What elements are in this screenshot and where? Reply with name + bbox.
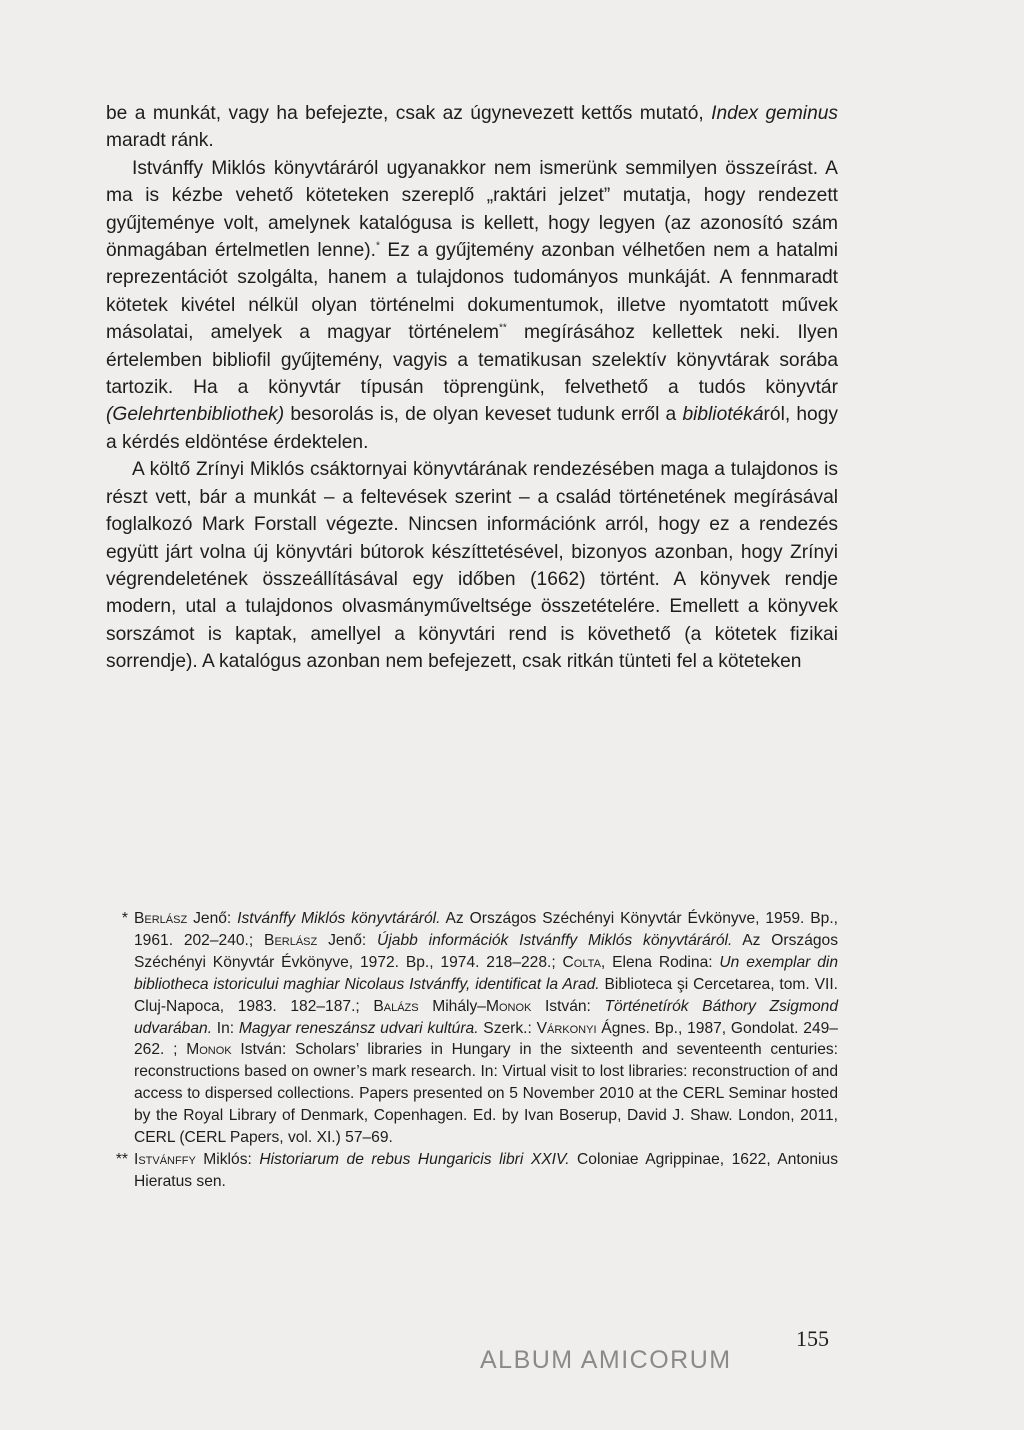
footnote-ref-1: * [376,240,380,252]
text-run: Az Országos Széchényi Könyvtár Évkönyve, 1972. Bp., 1974. 218–228.; [134,931,839,971]
italic-title: Történetírók Báthory Zsigmond udvarában. [134,997,838,1037]
text-run: megírásához kellettek neki. Ilyen értelemben bibliofil gyűjtemény, vagyis a tematikusan szelektív könyvtárak sorába tartozik. Ha a könyvtár típusán töprengünk, felvethető a tudós könyvtár [106,322,838,399]
text-run: Miklós: [195,1150,260,1168]
italic-title: Historiarum de rebus Hungaricis libri XXIV. [259,1150,570,1168]
text-run: István: [531,997,605,1015]
text-run: , Elena Rodina: [600,953,720,971]
text-run: maradt ránk. [106,130,214,152]
text-run: besorolás is, de olyan keveset tudunk erről a [284,404,683,426]
text-run: Ágnes. Bp., 1987, Gondolat. 249–262. ; [134,1019,838,1059]
text-run: ról, hogy a kérdés eldöntése érdektelen. [106,404,838,453]
italic-title: Újabb információk Istvánffy Miklós könyvtáráról. [377,931,733,949]
footnotes [106,908,838,1193]
author-surname: Monok [186,1041,232,1059]
paragraph-istvanffy [106,155,838,456]
text-run: Jenő: [187,910,238,927]
author-surname: Várkonyi [536,1019,597,1037]
italic-title: Un exemplar din bibliotheca istoricului maghiar Nicolaus Istvánffy, identificat la Arad. [134,953,839,993]
text-run: Coloniae Agrippinae, 1622, Antonius Hieratus sen. [134,1150,838,1190]
italic-term: (Gelehrtenbibliothek) [106,404,285,426]
footnote-2 [106,1149,838,1193]
italic-title: Istvánffy Miklós könyvtáráról. [237,910,441,927]
author-surname: Balázs [373,997,419,1015]
italic-title: Magyar reneszánsz udvari kultúra. [238,1019,479,1037]
author-surname: Istvánffy [134,1150,196,1168]
italic-term: bibliotéká [682,404,764,426]
footnote-ref-2: ** [499,322,507,334]
running-footer: ALBUM AMICORUM [480,1346,732,1374]
author-surname: Monok [485,997,532,1015]
author-surname: Berlász [264,931,318,949]
footnote-text [134,910,838,1146]
footnote-mark: * [121,910,128,927]
text-run: Biblioteca şi Cercetarea, tom. VII. Cluj-Napoca, 1983. 182–187.; [134,975,838,1015]
text-run: Az Országos Széchényi Könyvtár Évkönyve, 1959. Bp., 1961. 202–240.; [134,910,839,949]
paragraph-zrinyi: A költő Zrínyi Miklós csáktornyai könyvtárának rendezésében maga a tulajdonos is részt vett, bár a munkát – a feltevések szerint – a család történetének megírásával foglalkozó Mark Forstall végezte. Nincsen információnk arról, hogy ez a rendezés együtt járt volna új könyvtári bútorok készíttetésével, bizonyos azonban, hogy Zrínyi végrendeletének összeállításával egy időben (1662) történt. A könyvek rendje modern, utal a tulajdonos olvasmányműveltsége összetételére. Emellett a könyvek sorszámot is kaptak, amellyel a könyvtári rend is követhető (a kötetek fizikai sorrendje). A katalógus azonban nem befejezett, csak ritkán tünteti fel a köteteken [106,459,838,673]
author-surname: Colta [562,953,601,971]
text-run: Jenő: [317,931,378,949]
author-surname: Berlász [134,910,188,927]
footnote-1 [106,908,838,1149]
page-number: 155 [796,1326,829,1351]
paragraph-continuation [106,100,838,155]
text-run: Mihály– [418,997,486,1015]
footnote-text [134,1151,838,1190]
body-text [106,100,838,676]
footnote-mark: ** [115,1150,128,1168]
italic-term: Index geminus [711,103,839,124]
text-run: be a munkát, vagy ha befejezte, csak az úgynevezett kettős mutató, [106,103,712,124]
text-run: Ez a gyűjtemény azonban vélhetően nem a hatalmi reprezentációt szolgálta, hanem a tulajdonos tudományos munkáját. A fennmaradt kötetek kivétel nélkül olyan történelmi dokumentumok, illetve nyomtatott művek másolatai, amelyek a magyar történelem [106,240,838,344]
text-run: In: [212,1019,239,1037]
text-run: István: Scholars’ libraries in Hungary in the sixteenth and seventeenth centuries: reconstructions based on owner’s mark research. In: Virtual visit to lost libraries: reconstruction of and access to dispersed collections. Papers presented on 5 November 2010 at the CERL Seminar hosted by the Royal Library of Denmark, Copenhagen. Ed. by Ivan Boserup, David J. Shaw. London, 2011, CERL (CERL Papers, vol. XI.) 57–69. [134,1041,838,1147]
text-run: Szerk.: [478,1019,537,1037]
text-run: Istvánffy Miklós könyvtáráról ugyanakkor nem ismerünk semmilyen összeírást. A ma is kézbe vehető köteteken szereplő „raktári jelzet” mutatja, hogy rendezett gyűjteménye volt, amelynek katalógusa is kellett, hogy legyen (az azonosító szám önmagában értelmetlen lenne). [106,157,838,262]
